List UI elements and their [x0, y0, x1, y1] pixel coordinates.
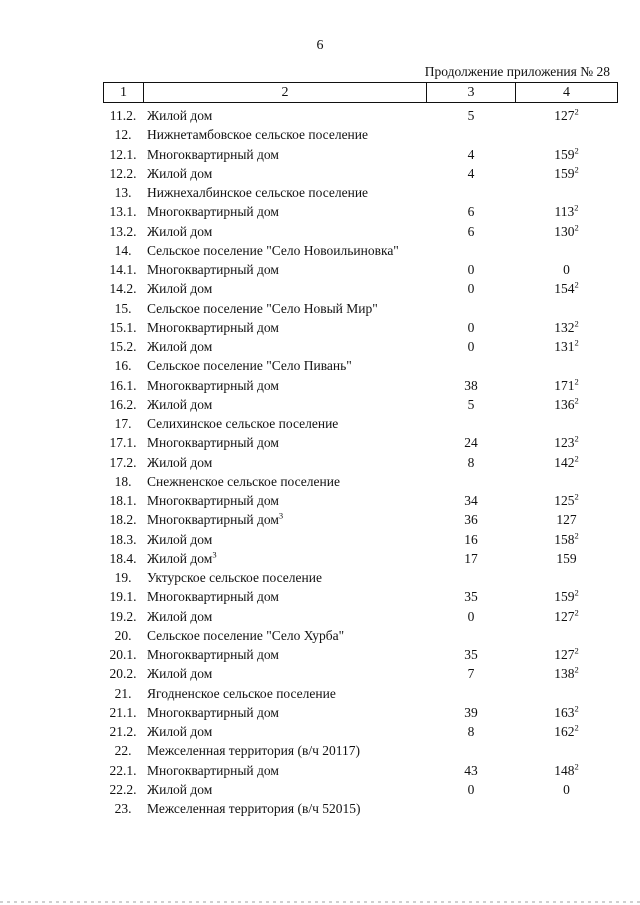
row-col3-value: 0 [467, 262, 475, 277]
row-name [147, 530, 212, 549]
page-number: 6 [316, 38, 324, 53]
row-col4-value [516, 491, 617, 510]
row-col4-value [516, 761, 617, 780]
row-col3-value: 4 [467, 146, 475, 162]
row-col4-text: 0 [563, 781, 570, 797]
row-col4-text: 136 [554, 396, 575, 412]
row-name [147, 664, 212, 683]
row-col4-footnote: 2 [574, 761, 579, 771]
row-name-text: Многоквартирный дом [147, 493, 279, 508]
row-name [147, 279, 212, 298]
row-number: 13. [114, 185, 132, 200]
row-name-text: Многоквартирный дом [147, 319, 279, 335]
row-col4-footnote: 2 [574, 722, 579, 733]
row-name [147, 395, 212, 414]
row-col3-value: 5 [467, 396, 475, 412]
table-row [103, 530, 618, 549]
row-name [147, 241, 399, 260]
table-row [103, 395, 618, 414]
row-name [147, 222, 212, 241]
row-name-text: Жилой дом [147, 223, 213, 239]
continuation-label: Продолжение приложения № 28 [424, 64, 610, 79]
row-col4-value [516, 395, 617, 414]
row-name-text: Снежненское сельское поселение [147, 473, 340, 489]
row-col4-value [516, 703, 617, 722]
row-col4-text: 171 [554, 377, 575, 393]
table-row [103, 645, 618, 664]
row-number: 17.2. [109, 454, 137, 470]
row-col4-value [516, 722, 617, 741]
row-col4-text: 0 [563, 262, 570, 277]
table-row [103, 607, 618, 626]
row-name [147, 587, 279, 606]
table-header [103, 82, 618, 103]
table-row [103, 106, 618, 125]
row-name-text: Многоквартирный дом [147, 204, 279, 220]
table-row [103, 183, 618, 202]
row-name [147, 145, 279, 164]
row-name [147, 356, 352, 375]
row-name [147, 799, 360, 818]
row-number: 23. [114, 801, 132, 816]
row-name-text: Сельское поселение "Село Новый Мир" [147, 300, 378, 316]
row-name-text: Многоквартирный дом [147, 435, 279, 451]
row-name [147, 260, 279, 279]
row-col3-value: 8 [467, 454, 475, 470]
table-row [103, 433, 618, 452]
table-row [103, 626, 618, 645]
row-number: 12. [114, 127, 132, 143]
row-col4-text: 131 [554, 339, 575, 354]
row-number: 18.3. [109, 531, 137, 547]
row-number: 18. [114, 473, 132, 489]
row-col4-text: 162 [554, 724, 575, 739]
table-row [103, 799, 618, 818]
row-name-text: Жилой дом [147, 108, 213, 123]
row-col3-value: 6 [467, 204, 475, 220]
row-col3-value: 35 [464, 647, 478, 662]
table-row [103, 125, 618, 144]
row-col4-value [516, 260, 617, 279]
row-number: 20.2. [109, 666, 137, 682]
row-col4-value [516, 664, 617, 683]
row-number: 15. [114, 300, 132, 316]
row-number: 22. [114, 743, 132, 759]
table-row [103, 741, 618, 760]
row-name [147, 491, 279, 510]
row-col4-text: 125 [554, 493, 575, 508]
row-col4-text: 113 [554, 204, 575, 220]
row-col3-value: 5 [467, 108, 475, 123]
row-name [147, 722, 212, 741]
row-name [147, 472, 340, 491]
row-name-text: Жилой дом [147, 281, 213, 297]
row-name-text: Жилой дом [147, 608, 213, 624]
row-number: 15.2. [109, 339, 137, 354]
row-col4-footnote: 2 [574, 530, 579, 540]
row-col4-value [516, 279, 617, 298]
table-row [103, 453, 618, 472]
row-col4-value [516, 607, 617, 626]
table-row [103, 279, 618, 298]
row-col4-text: 123 [554, 435, 575, 451]
row-col3-value: 16 [464, 531, 478, 547]
row-number: 21.1. [109, 704, 137, 720]
row-number: 19.2. [109, 608, 137, 624]
row-number: 20.1. [109, 647, 137, 662]
row-col4-value [516, 549, 617, 568]
row-col3-value: 35 [464, 589, 478, 605]
row-col4-text: 138 [554, 666, 575, 682]
row-name-text: Сельское поселение "Село Хурба" [147, 627, 345, 643]
table-row [103, 356, 618, 375]
row-col4-value [516, 376, 617, 395]
scan-edge-artifact [0, 901, 640, 903]
row-col3-value: 8 [467, 724, 475, 739]
row-name-text: Многоквартирный дом [147, 512, 279, 528]
table-row [103, 684, 618, 703]
row-name-text: Многоквартирный дом [147, 377, 279, 393]
table-row [103, 472, 618, 491]
row-number: 15.1. [109, 319, 137, 335]
row-col4-footnote: 2 [574, 106, 579, 117]
row-name-text: Жилой дом [147, 339, 213, 354]
row-col4-text: 159 [554, 146, 575, 162]
row-col4-value [516, 510, 617, 529]
row-name-text: Жилой дом [147, 165, 213, 181]
row-number: 13.1. [109, 204, 137, 220]
row-col4-footnote: 2 [574, 222, 579, 232]
row-name [147, 741, 360, 760]
row-name-text: Нижнехалбинское сельское поселение [147, 185, 369, 200]
row-name [147, 510, 283, 529]
row-name [147, 780, 212, 799]
table-row [103, 703, 618, 722]
row-col4-text: 159 [556, 550, 577, 566]
row-name-text: Сельское поселение "Село Новоильиновка" [147, 242, 399, 258]
row-col3-value: 4 [467, 165, 475, 181]
row-col4-footnote: 2 [574, 491, 579, 502]
row-number: 17. [114, 416, 132, 431]
row-col3-value: 24 [464, 435, 478, 451]
row-col3-value: 38 [464, 377, 478, 393]
row-col4-footnote: 2 [574, 453, 579, 463]
row-number: 13.2. [109, 223, 137, 239]
row-col4-footnote: 2 [574, 337, 579, 348]
row-name [147, 183, 368, 202]
row-name-text: Жилой дом [147, 724, 213, 739]
header-col-1: 1 [104, 83, 144, 102]
row-col4-footnote: 2 [574, 164, 579, 175]
row-col3-value: 36 [464, 512, 478, 528]
row-name-text: Уктурское сельское поселение [147, 570, 322, 585]
row-col3-value: 0 [467, 608, 475, 624]
row-col4-text: 127 [554, 608, 575, 624]
row-col3-value: 0 [467, 281, 475, 297]
table-row [103, 318, 618, 337]
row-number: 18.1. [109, 493, 137, 508]
row-name-text: Жилой дом [147, 396, 213, 412]
row-col4-text: 154 [554, 281, 575, 297]
row-number: 19. [114, 570, 132, 585]
table-row [103, 664, 618, 683]
row-col3-value: 17 [464, 550, 478, 566]
row-number: 16.2. [109, 396, 137, 412]
row-name-text: Селихинское сельское поселение [147, 416, 339, 431]
table-row [103, 568, 618, 587]
row-name [147, 414, 338, 433]
row-col4-footnote: 2 [574, 318, 579, 329]
row-name-text: Жилой дом [147, 454, 213, 470]
row-col4-value [516, 530, 617, 549]
row-number: 11.2. [109, 108, 137, 123]
row-col4-value [516, 106, 617, 125]
row-col3-value: 7 [467, 666, 475, 682]
row-col4-footnote: 2 [574, 664, 579, 675]
row-col4-value [516, 780, 617, 799]
row-col4-footnote: 2 [574, 703, 579, 714]
row-number: 16. [114, 358, 132, 374]
row-col4-text: 127 [554, 647, 575, 662]
row-col4-value [516, 433, 617, 452]
table-body [103, 106, 618, 818]
row-number: 17.1. [109, 435, 137, 451]
row-name [147, 337, 212, 356]
row-col4-text: 127 [554, 108, 575, 123]
table-row [103, 780, 618, 799]
row-name [147, 202, 279, 221]
row-number: 18.2. [109, 512, 137, 528]
table-row [103, 587, 618, 606]
row-col3-value: 43 [464, 762, 478, 778]
row-col4-value [516, 453, 617, 472]
row-col4-text: 163 [554, 704, 575, 720]
row-name [147, 626, 344, 645]
row-name [147, 568, 322, 587]
row-col4-footnote: 2 [574, 202, 579, 213]
row-name-text: Жилой дом [147, 666, 213, 682]
row-name-text: Многоквартирный дом [147, 262, 279, 277]
table-row [103, 761, 618, 780]
row-col4-footnote: 2 [574, 279, 579, 290]
row-col4-footnote: 2 [574, 395, 579, 406]
table-row [103, 241, 618, 260]
row-col4-value [516, 587, 617, 606]
row-number: 12.1. [109, 146, 137, 162]
row-name-text: Многоквартирный дом [147, 146, 279, 162]
header-col-3: 3 [427, 83, 516, 102]
row-name [147, 703, 279, 722]
table-row [103, 164, 618, 183]
row-col4-value [516, 164, 617, 183]
row-col4-text: 159 [554, 165, 575, 181]
row-col4-text: 127 [556, 512, 577, 528]
row-col4-footnote: 2 [574, 587, 579, 598]
row-name-text: Сельское поселение "Село Пивань" [147, 358, 352, 374]
row-name-text: Ягодненское сельское поселение [147, 685, 336, 701]
row-col4-value [516, 318, 617, 337]
row-col4-text: 130 [554, 223, 575, 239]
row-name [147, 684, 336, 703]
row-name-text: Жилой дом [147, 550, 213, 566]
row-number: 19.1. [109, 589, 137, 605]
row-number: 18.4. [109, 550, 137, 566]
row-number: 14.1. [109, 262, 137, 277]
row-name [147, 453, 212, 472]
row-col4-footnote: 2 [574, 433, 579, 444]
row-name [147, 106, 212, 125]
row-name [147, 164, 212, 183]
row-name [147, 318, 279, 337]
row-col3-value: 0 [467, 781, 475, 797]
row-name [147, 433, 279, 452]
table-row [103, 202, 618, 221]
row-name-text: Жилой дом [147, 531, 213, 547]
row-col4-footnote: 2 [574, 645, 579, 656]
row-number: 21.2. [109, 724, 137, 739]
table-row [103, 260, 618, 279]
header-col-2: 2 [144, 83, 427, 102]
row-name [147, 125, 368, 144]
table-row [103, 549, 618, 568]
row-number: 14. [114, 242, 132, 258]
row-col4-value [516, 145, 617, 164]
row-name-text: Межселенная территория (в/ч 52015) [147, 801, 361, 816]
row-col4-text: 132 [554, 319, 575, 335]
table-row [103, 299, 618, 318]
row-col3-value: 0 [467, 339, 475, 354]
row-name-text: Межселенная территория (в/ч 20117) [147, 743, 360, 759]
row-name-footnote: 3 [212, 549, 217, 560]
row-col4-text: 159 [554, 589, 575, 605]
table-row [103, 414, 618, 433]
row-number: 12.2. [109, 165, 137, 181]
row-col3-value: 6 [467, 223, 475, 239]
row-name-text: Жилой дом [147, 781, 213, 797]
row-name [147, 299, 378, 318]
row-col4-footnote: 2 [574, 376, 579, 386]
row-number: 21. [114, 685, 132, 701]
row-number: 14.2. [109, 281, 137, 297]
row-col3-value: 34 [464, 493, 478, 508]
row-col3-value: 39 [464, 704, 478, 720]
row-number: 22.2. [109, 781, 137, 797]
table-row [103, 337, 618, 356]
row-col4-text: 148 [554, 762, 575, 778]
header-col-4: 4 [563, 84, 570, 100]
row-col4-footnote: 2 [574, 607, 579, 617]
table-row [103, 145, 618, 164]
table-row [103, 222, 618, 241]
row-col4-value [516, 645, 617, 664]
row-col4-value [516, 337, 617, 356]
row-name-text: Нижнетамбовское сельское поселение [147, 127, 368, 143]
table-row [103, 491, 618, 510]
row-name [147, 549, 217, 568]
row-number: 20. [114, 627, 132, 643]
row-name-text: Многоквартирный дом [147, 704, 279, 720]
table-row [103, 376, 618, 395]
row-col4-footnote: 2 [574, 145, 579, 155]
row-name-footnote: 3 [278, 510, 284, 521]
table-row [103, 722, 618, 741]
row-number: 16.1. [109, 377, 137, 393]
row-name [147, 607, 212, 626]
row-number: 22.1. [109, 762, 137, 778]
row-name-text: Многоквартирный дом [147, 589, 279, 605]
table-row [103, 510, 618, 529]
row-col4-text: 142 [554, 454, 575, 470]
row-name [147, 761, 279, 780]
row-col3-value: 0 [467, 319, 475, 335]
row-name-text: Многоквартирный дом [147, 762, 279, 778]
row-col4-value [516, 202, 617, 221]
row-name [147, 376, 279, 395]
row-col4-text: 158 [554, 531, 575, 547]
row-col4-value [516, 222, 617, 241]
row-name [147, 645, 279, 664]
row-name-text: Многоквартирный дом [147, 647, 279, 662]
